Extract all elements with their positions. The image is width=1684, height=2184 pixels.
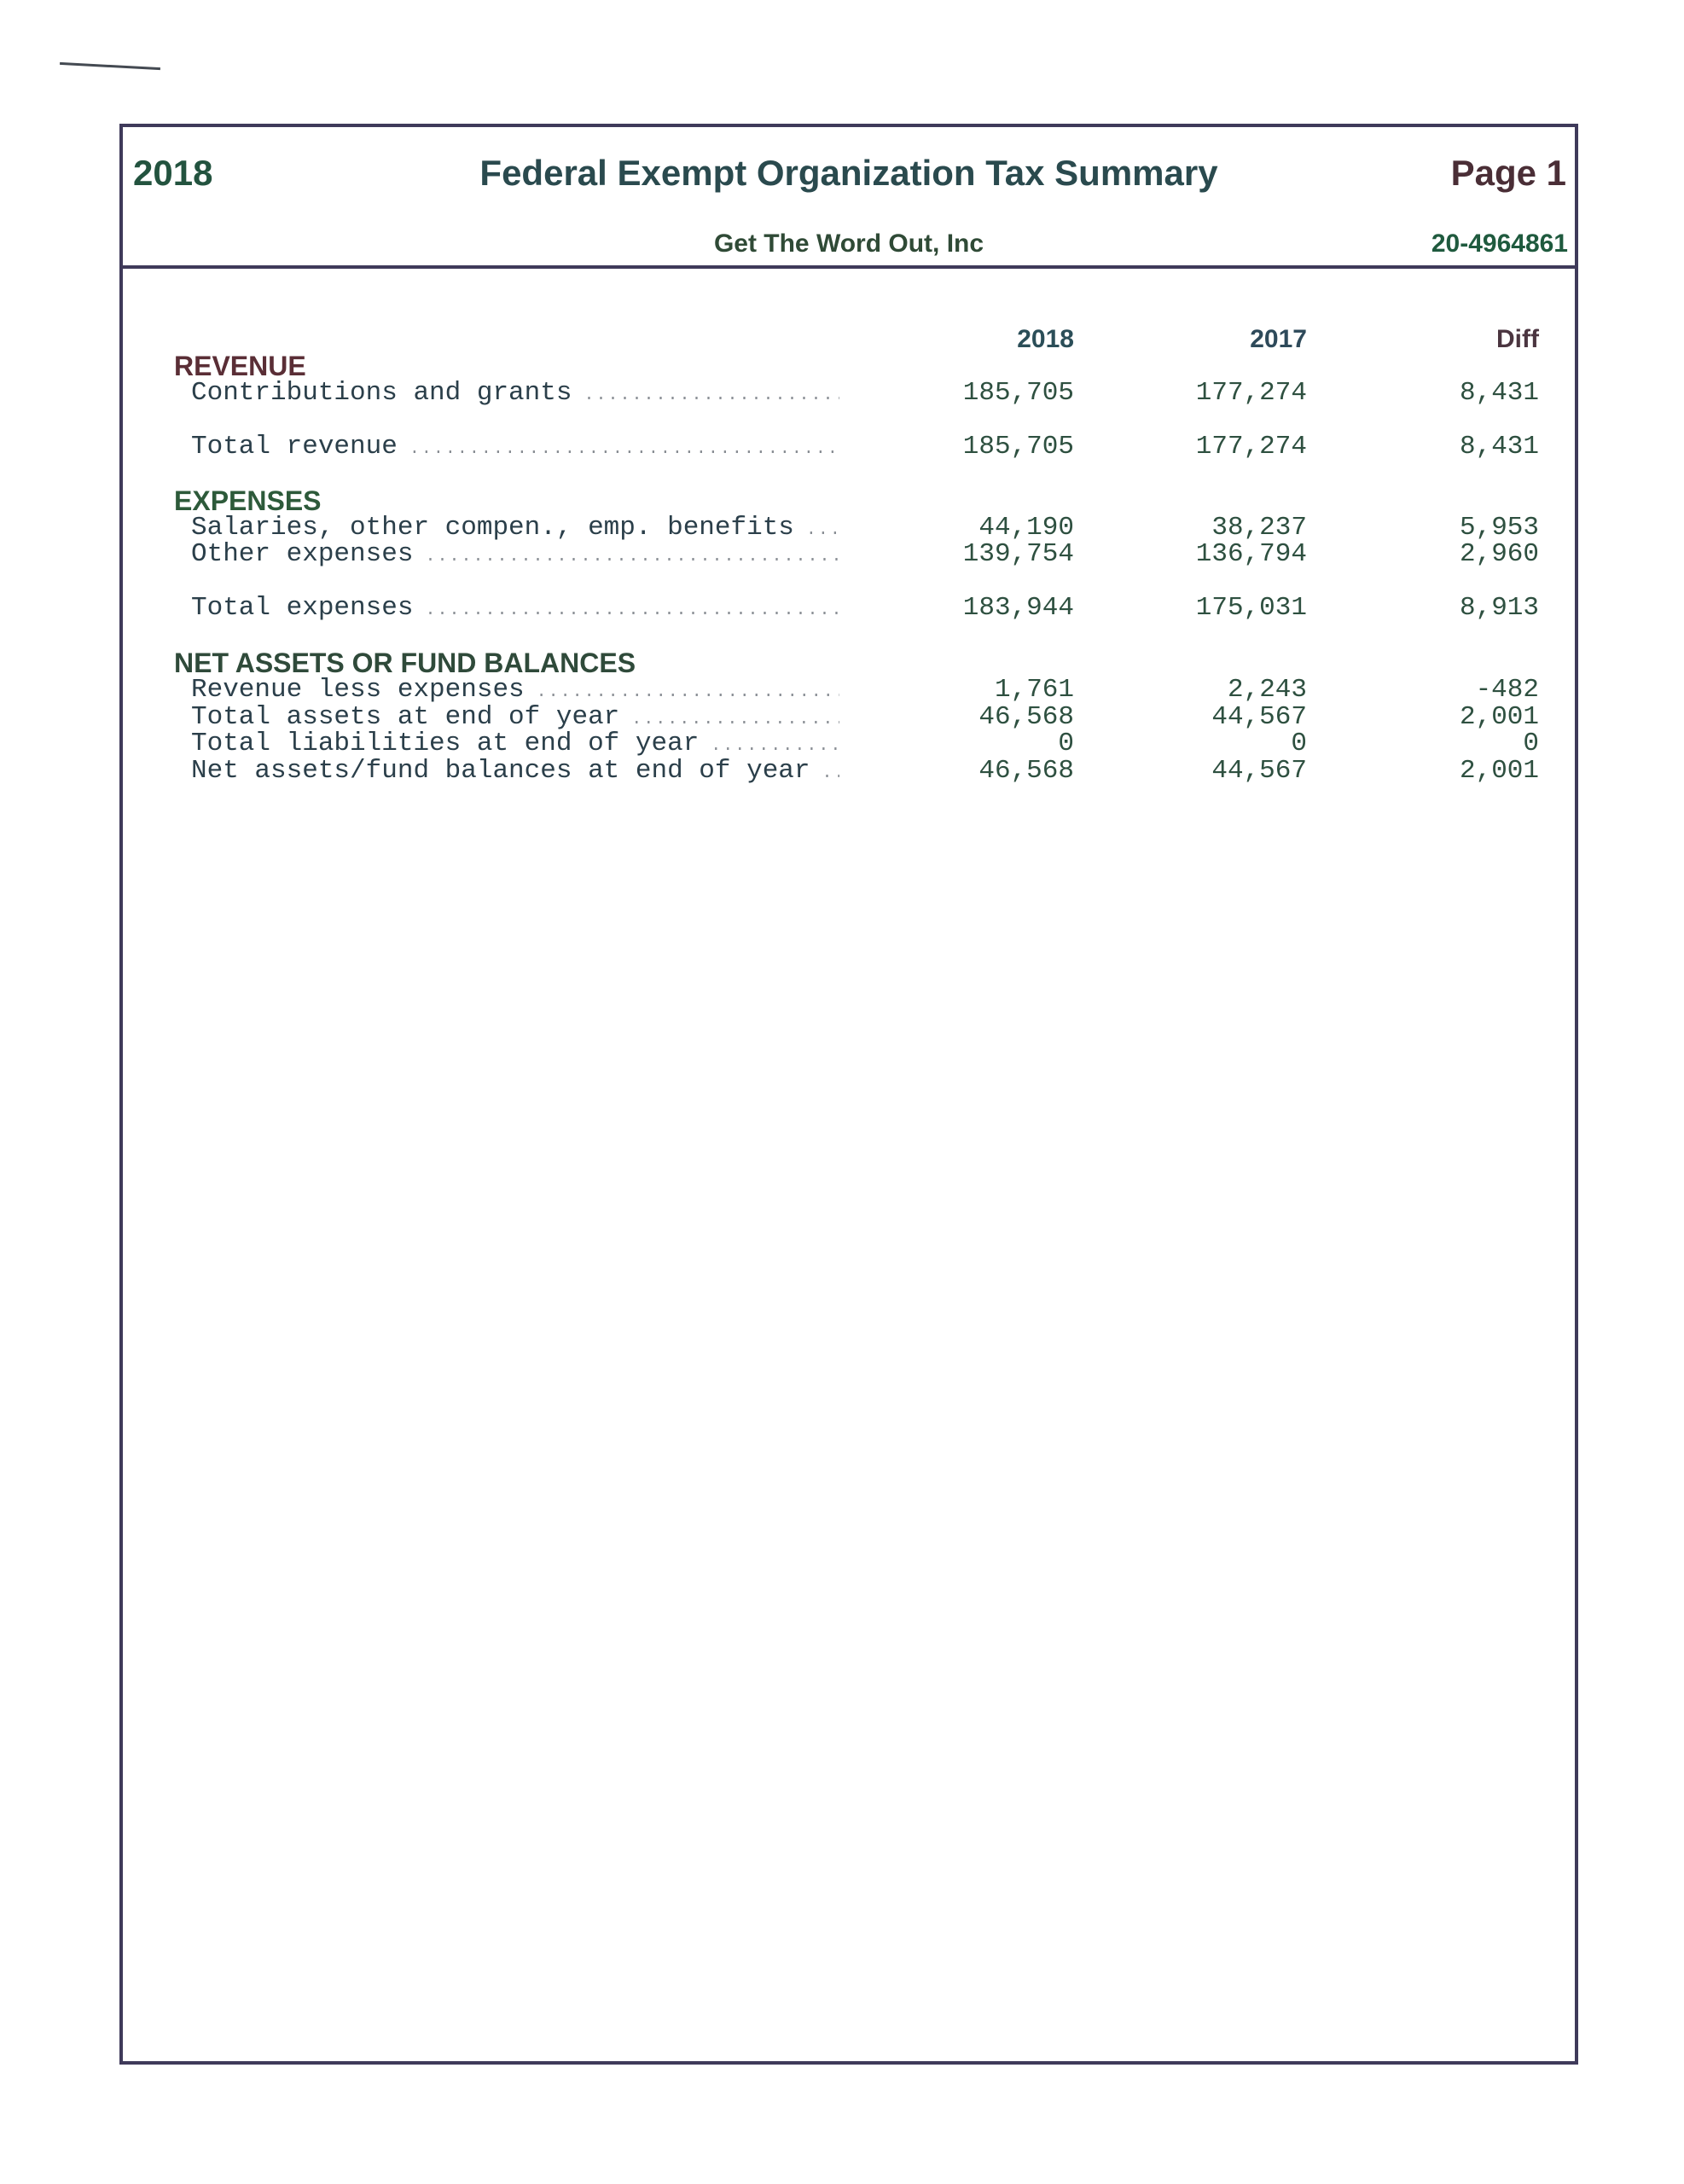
summary-frame (119, 124, 1578, 2065)
row-label: Total expenses ..... (191, 595, 839, 624)
table-row (123, 380, 1575, 407)
value-2017: 136,794 (1195, 539, 1307, 569)
ein-number: 20-4964861 (1431, 229, 1568, 258)
value-diff: 8,431 (1459, 378, 1539, 408)
section-heading-revenue: REVENUE (174, 351, 306, 381)
value-diff: 2,960 (1459, 539, 1539, 569)
value-2017: 38,237 (1211, 513, 1307, 543)
row-label: Total assets at end of year ..... (191, 704, 839, 734)
value-diff: 2,001 (1459, 702, 1539, 732)
row-label: Salaries, other compen., emp. benefits ..... (191, 514, 839, 544)
page-number: Page 1 (1450, 153, 1566, 193)
row-label: Total revenue ..... (191, 433, 839, 463)
header-year: 2018 (133, 153, 213, 193)
value-2017: 177,274 (1195, 378, 1307, 408)
row-label: Revenue less expenses ..... (191, 677, 839, 706)
section-heading-expenses: EXPENSES (174, 485, 322, 516)
value-2017: 177,274 (1195, 432, 1307, 462)
value-2017: 44,567 (1211, 702, 1307, 732)
column-header-2018: 2018 (1017, 325, 1074, 353)
value-diff: 5,953 (1459, 513, 1539, 543)
row-label: Net assets/fund balances at end of year ..... (191, 758, 839, 787)
value-2018: 44,190 (978, 513, 1074, 543)
value-2018: 139,754 (962, 539, 1074, 569)
table-row (123, 758, 1575, 785)
row-label: Total liabilities at end of year ..... (191, 730, 839, 760)
section-heading-net-assets: NET ASSETS OR FUND BALANCES (174, 648, 636, 678)
value-diff: 8,431 (1459, 432, 1539, 462)
value-2018: 185,705 (962, 378, 1074, 408)
value-diff: -482 (1475, 675, 1539, 705)
organization-name: Get The Word Out, Inc (713, 229, 984, 258)
report-header (123, 127, 1575, 269)
value-2017: 44,567 (1211, 756, 1307, 786)
row-label: Contributions and grants ..... (191, 380, 839, 410)
table-row (123, 677, 1575, 704)
value-2018: 46,568 (978, 702, 1074, 732)
value-2018: 1,761 (994, 675, 1074, 705)
value-2017: 2,243 (1227, 675, 1307, 705)
row-label: Other expenses ..... (191, 541, 839, 571)
table-row (123, 541, 1575, 568)
value-2018: 0 (1058, 729, 1074, 758)
value-2018: 46,568 (978, 756, 1074, 786)
value-diff: 0 (1523, 729, 1539, 758)
value-2018: 185,705 (962, 432, 1074, 462)
value-diff: 2,001 (1459, 756, 1539, 786)
column-header-diff: Diff (1496, 325, 1539, 353)
value-2017: 0 (1291, 729, 1307, 758)
table-row (123, 433, 1575, 461)
table-row (123, 704, 1575, 731)
table-row (123, 514, 1575, 542)
table-row (123, 730, 1575, 758)
value-2017: 175,031 (1195, 593, 1307, 623)
column-header-2017: 2017 (1250, 325, 1307, 353)
stray-pen-mark (60, 62, 160, 70)
report-title: Federal Exempt Organization Tax Summary (479, 153, 1218, 193)
value-2018: 183,944 (962, 593, 1074, 623)
value-diff: 8,913 (1459, 593, 1539, 623)
table-row (123, 595, 1575, 622)
